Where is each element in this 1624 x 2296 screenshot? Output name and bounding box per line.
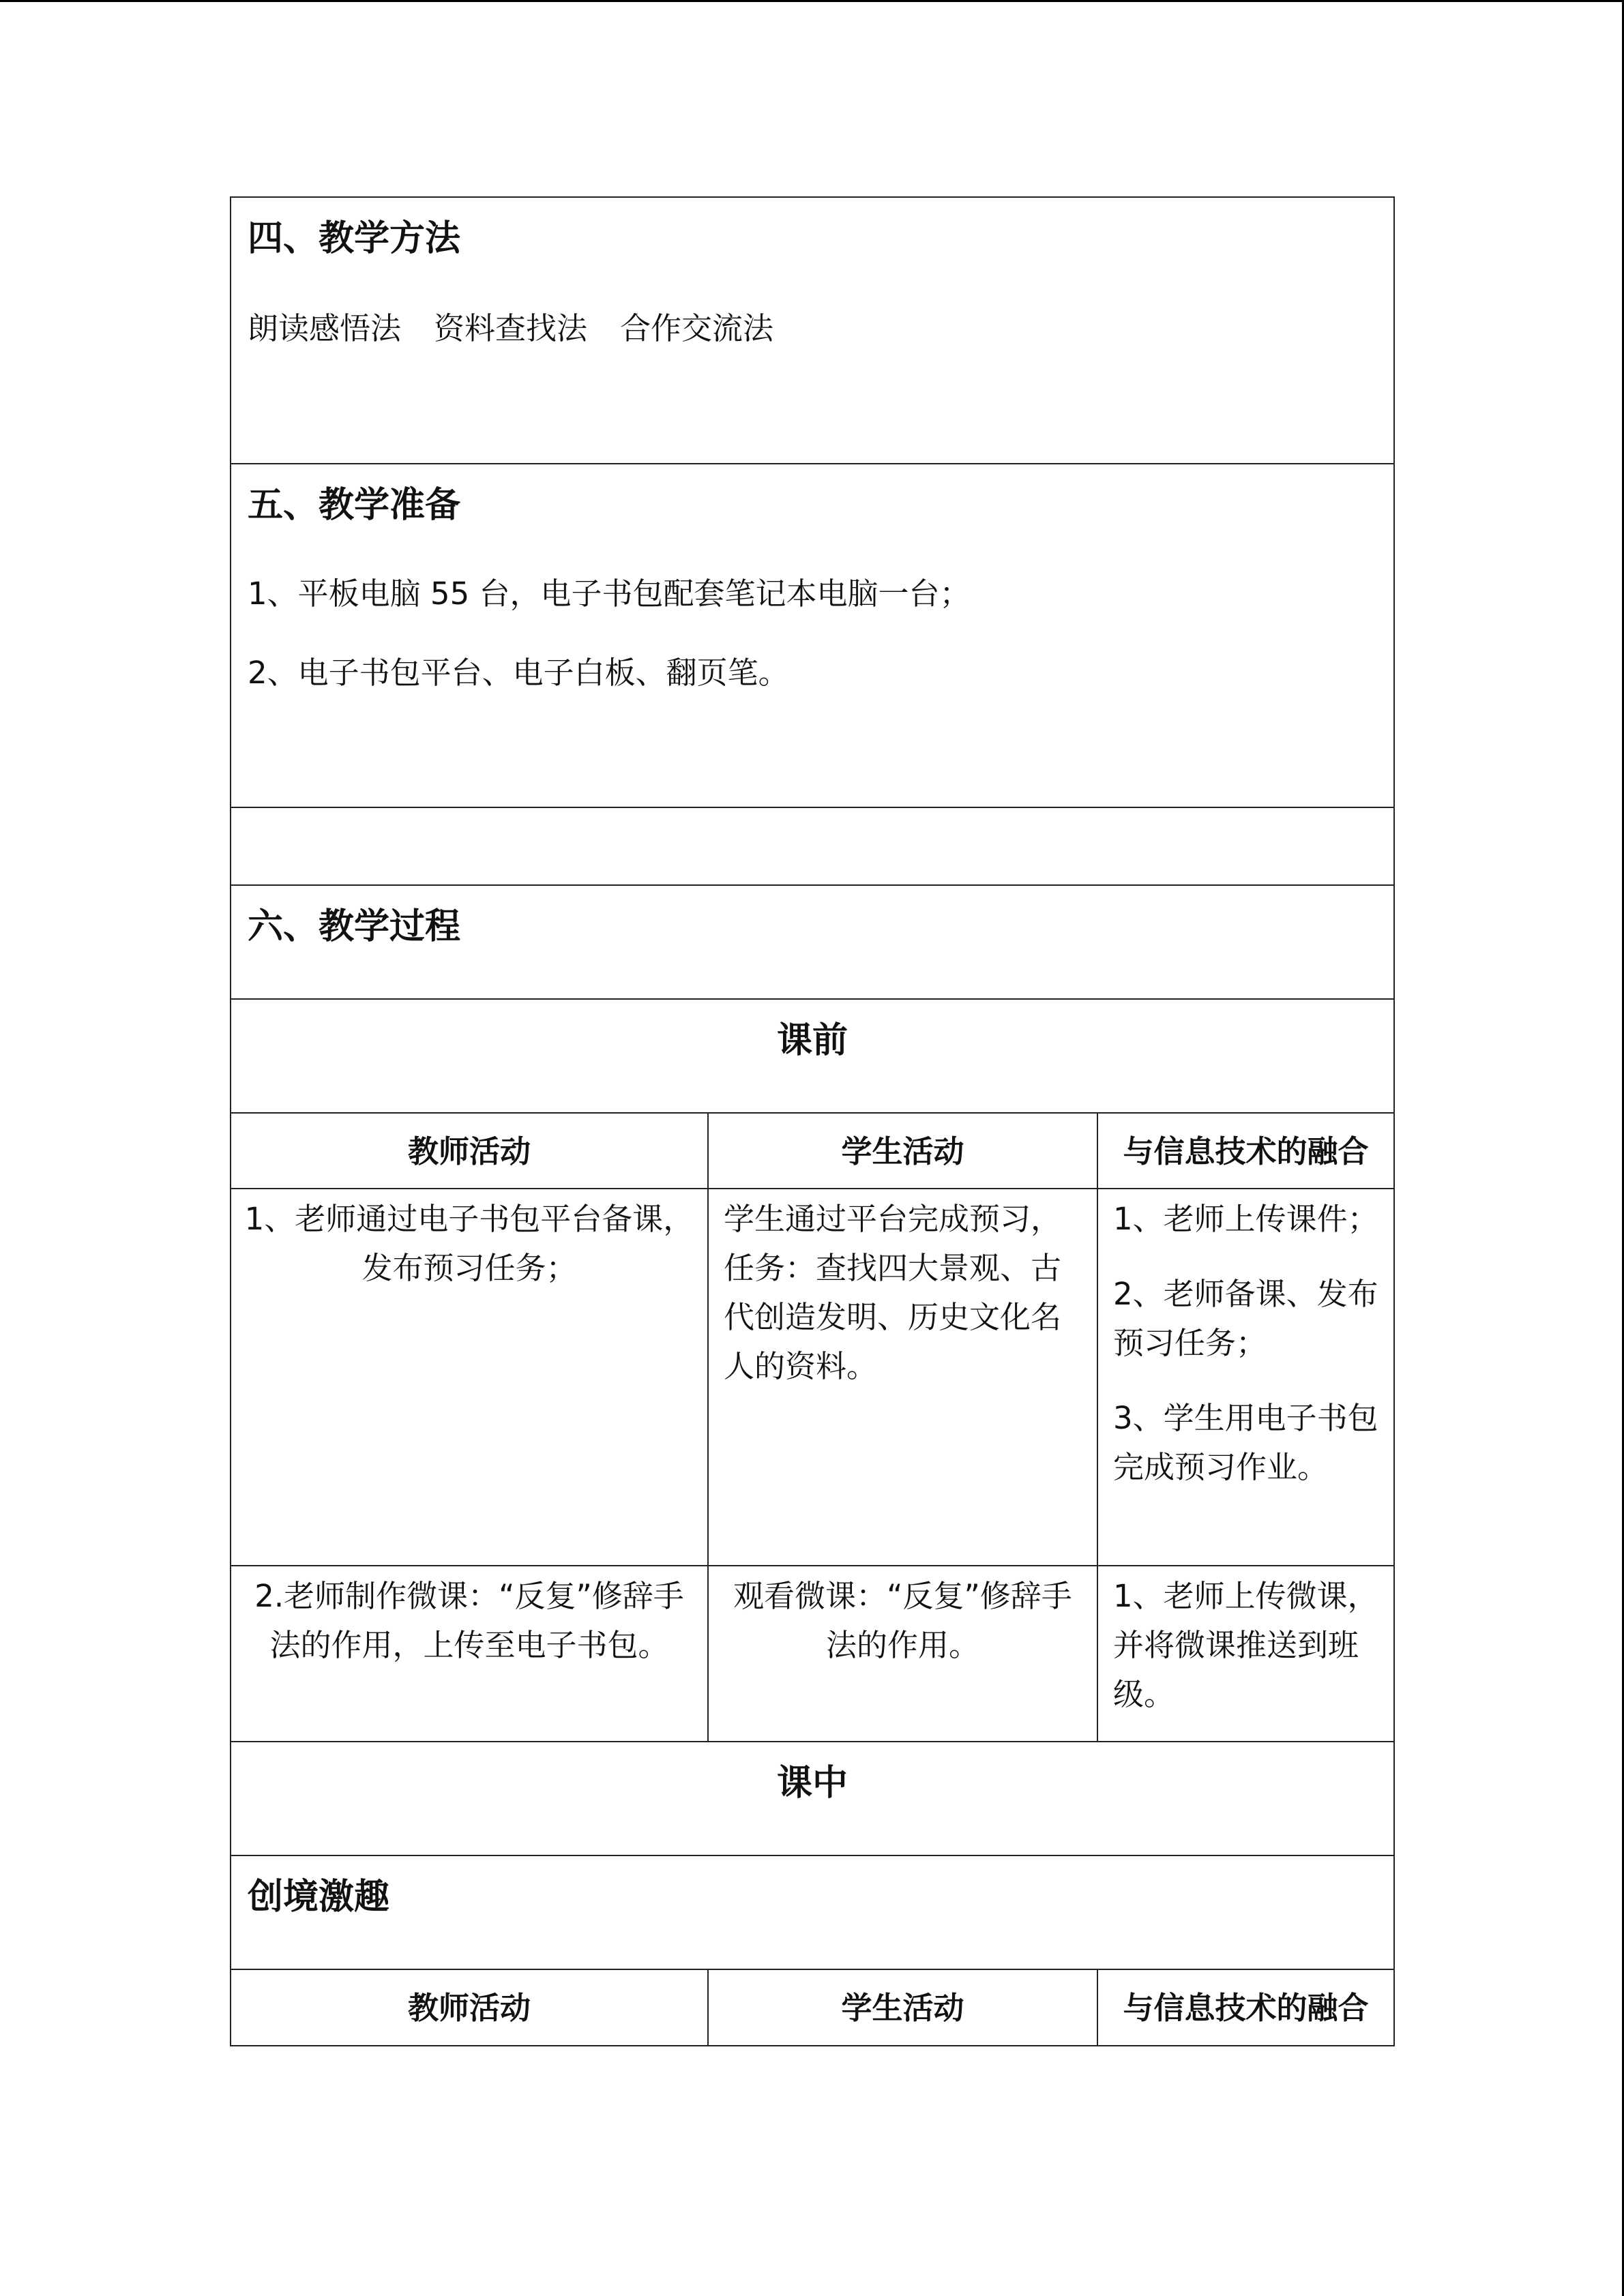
tech-integration-list bbox=[1098, 1189, 1393, 1492]
empty-cell bbox=[231, 807, 1394, 885]
empty-row bbox=[231, 807, 1394, 885]
in-class-cell bbox=[231, 1742, 1394, 1855]
teaching-preparation-cell bbox=[231, 464, 1394, 807]
before-class-row bbox=[231, 999, 1394, 1113]
teaching-methods-cell bbox=[231, 197, 1394, 464]
tech-item: 3、学生用电子书包完成预习作业。 bbox=[1113, 1400, 1378, 1485]
section-teaching-preparation bbox=[231, 464, 1394, 807]
teacher-activity-text: 1、老师通过电子书包平台备课，发布预习任务； bbox=[244, 1201, 694, 1286]
prep-item: 2、电子书包平台、电子白板、翻页笔。 bbox=[248, 655, 789, 691]
subsection-row bbox=[231, 1855, 1394, 1969]
tech-item: 2、老师备课、发布预习任务； bbox=[1113, 1276, 1378, 1361]
method-item: 资料查找法 bbox=[434, 310, 588, 346]
header-student: 学生活动 bbox=[708, 1969, 1097, 2046]
header-teacher: 教师活动 bbox=[231, 1969, 708, 2046]
teacher-activity-cell bbox=[231, 1189, 708, 1566]
lesson-plan-table bbox=[230, 196, 1395, 2046]
student-activity-text: 观看微课：“反复”修辞手法的作用。 bbox=[733, 1578, 1072, 1663]
in-class-title: 课中 bbox=[777, 1763, 848, 1804]
in-class-row bbox=[231, 1742, 1394, 1855]
table-header-row bbox=[231, 1113, 1394, 1189]
table-row bbox=[231, 1189, 1394, 1566]
section-title: 四、教学方法 bbox=[248, 218, 461, 259]
subsection-cell bbox=[231, 1855, 1394, 1969]
tech-integration-list bbox=[1098, 1566, 1393, 1719]
tech-item: 1、老师上传课件； bbox=[1113, 1201, 1378, 1237]
student-activity-cell bbox=[708, 1566, 1097, 1742]
page-top-border bbox=[0, 0, 1624, 2]
method-item: 朗读感悟法 bbox=[248, 310, 402, 346]
table-header-row bbox=[231, 1969, 1394, 2046]
section-title: 五、教学准备 bbox=[248, 485, 461, 526]
prep-item: 1、平板电脑 55 台，电子书包配套笔记本电脑一台； bbox=[248, 576, 971, 612]
student-activity-cell bbox=[708, 1189, 1097, 1566]
teaching-process-cell bbox=[231, 885, 1394, 999]
header-teacher: 教师活动 bbox=[231, 1113, 708, 1189]
before-class-cell bbox=[231, 999, 1394, 1113]
section-title: 六、教学过程 bbox=[248, 906, 461, 947]
methods-list bbox=[231, 308, 1393, 349]
teacher-activity-cell bbox=[231, 1566, 708, 1742]
header-tech: 与信息技术的融合 bbox=[1097, 1969, 1394, 2046]
student-activity-text: 学生通过平台完成预习，任务：查找四大景观、古代创造发明、历史文化名人的资料。 bbox=[724, 1201, 1062, 1384]
section-teaching-methods bbox=[231, 197, 1394, 464]
table-row bbox=[231, 1566, 1394, 1742]
header-student: 学生活动 bbox=[708, 1113, 1097, 1189]
tech-integration-cell bbox=[1097, 1189, 1394, 1566]
section-teaching-process bbox=[231, 885, 1394, 999]
before-class-title: 课前 bbox=[777, 1020, 848, 1061]
teacher-activity-text: 2.老师制作微课：“反复”修辞手法的作用，上传至电子书包。 bbox=[254, 1578, 684, 1663]
header-tech: 与信息技术的融合 bbox=[1097, 1113, 1394, 1189]
tech-integration-cell bbox=[1097, 1566, 1394, 1742]
method-item: 合作交流法 bbox=[620, 310, 774, 346]
tech-item: 1、老师上传微课，并将微课推送到班级。 bbox=[1113, 1578, 1378, 1712]
subsection-title: 创境激趣 bbox=[248, 1877, 390, 1918]
